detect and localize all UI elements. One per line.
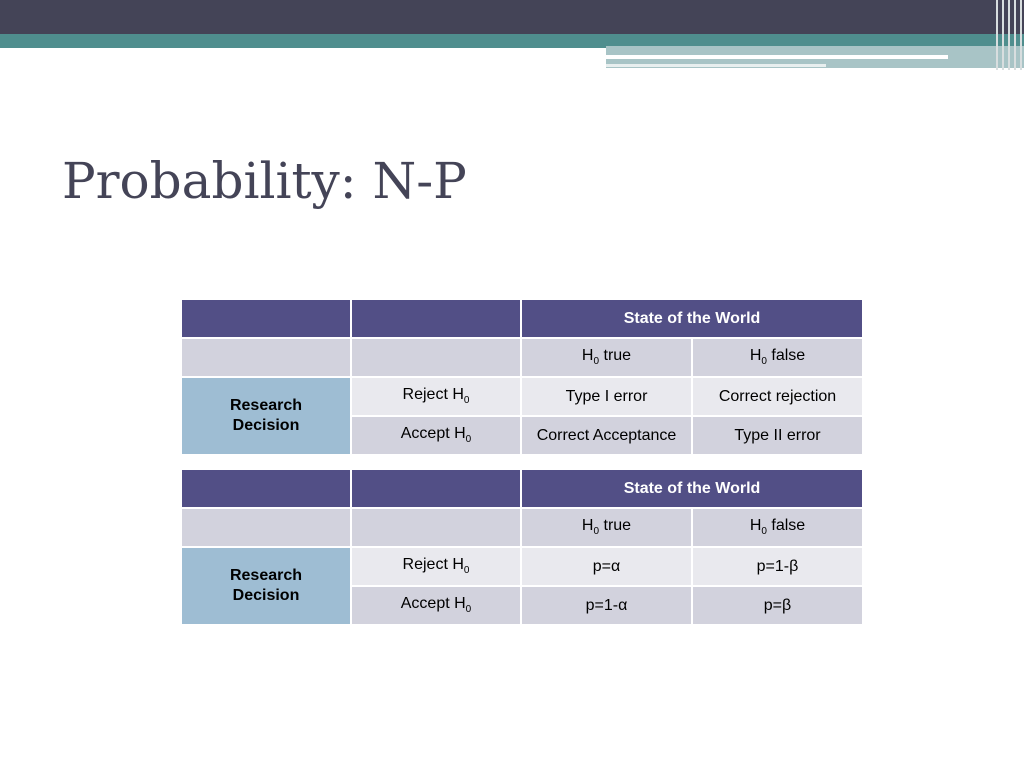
table-cell: Correct Acceptance (521, 416, 692, 455)
state-of-world-header: State of the World (521, 469, 863, 508)
table-cell: Type I error (521, 377, 692, 416)
row-label-accept: Accept $H_0$ (351, 586, 521, 625)
table-row (181, 377, 863, 416)
table-cell: p=1-β (692, 547, 863, 586)
top-dark-band (0, 0, 1024, 34)
subheader-empty-cell (181, 508, 351, 547)
research-decision-label: Research Decision (181, 547, 351, 625)
decorative-line (606, 55, 948, 59)
header-empty-cell (181, 469, 351, 508)
table-cell: p=α (521, 547, 692, 586)
header-empty-cell (351, 299, 521, 338)
table-header-row (181, 469, 863, 508)
outcome-table (180, 298, 864, 456)
decorative-line (606, 64, 826, 67)
subheader-empty-cell (351, 508, 521, 547)
research-decision-label: Research Decision (181, 377, 351, 455)
subheader-empty-cell (351, 338, 521, 377)
row-label-reject: Reject $H_0$ (351, 377, 521, 416)
state-of-world-header: State of the World (521, 299, 863, 338)
table-row (181, 547, 863, 586)
col-h0-false: $H_0$ false (692, 508, 863, 547)
header-empty-cell (351, 469, 521, 508)
col-h0-true: $H_0$ true (521, 338, 692, 377)
row-label-accept: Accept $H_0$ (351, 416, 521, 455)
table-cell: p=β (692, 586, 863, 625)
table-cell: Correct rejection (692, 377, 863, 416)
col-h0-true: $H_0$ true (521, 508, 692, 547)
col-h0-false: $H_0$ false (692, 338, 863, 377)
slide-title: Probability: N-P (62, 152, 467, 210)
row-label-reject: Reject $H_0$ (351, 547, 521, 586)
decorative-stripes (992, 0, 1024, 70)
table-subheader-row (181, 508, 863, 547)
table-subheader-row (181, 338, 863, 377)
header-empty-cell (181, 299, 351, 338)
probability-table (180, 468, 864, 626)
table-cell: Type II error (692, 416, 863, 455)
subheader-empty-cell (181, 338, 351, 377)
table-header-row (181, 299, 863, 338)
table-cell: p=1-α (521, 586, 692, 625)
